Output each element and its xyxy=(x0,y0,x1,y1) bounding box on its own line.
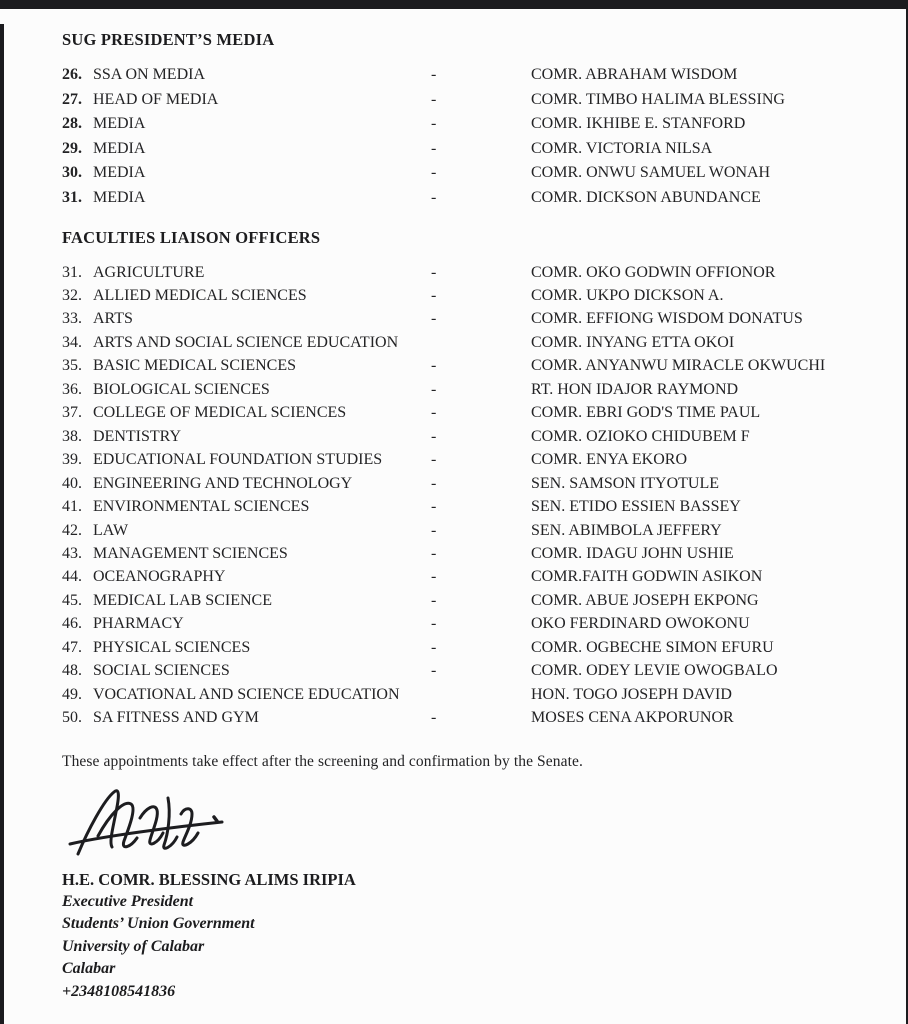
row-number: 50. xyxy=(62,709,82,727)
row-office-label: PHYSICAL SCIENCES xyxy=(93,638,251,656)
row-office xyxy=(62,186,429,211)
row-office-label: MANAGEMENT SCIENCES xyxy=(93,545,288,562)
row-office xyxy=(62,589,429,612)
row-officer-name: COMR. VICTORIA NILSA xyxy=(531,139,713,157)
row-number: 41. xyxy=(62,498,82,516)
signatory-city: Calabar xyxy=(62,960,116,978)
row-officer-name: SEN. ETIDO ESSIEN BASSEY xyxy=(531,498,741,516)
row-officer-name: RT. HON IDAJOR RAYMOND xyxy=(531,380,739,398)
row-number: 30. xyxy=(62,164,82,182)
appointment-row xyxy=(62,161,878,186)
effect-note: These appointments take effect after the screening and confirmation by the Senate. xyxy=(62,752,583,770)
appointment-row xyxy=(62,378,878,401)
row-office xyxy=(62,659,429,682)
row-office-label: HEAD OF MEDIA xyxy=(93,90,219,108)
row-office xyxy=(62,683,429,706)
row-office-label: MEDIA xyxy=(93,164,146,182)
row-office xyxy=(62,425,429,448)
row-dash: - xyxy=(431,66,437,83)
row-office-label: ENGINEERING AND TECHNOLOGY xyxy=(93,474,353,492)
row-dash: - xyxy=(431,139,437,157)
appointment-row xyxy=(62,331,878,354)
row-number: 31. xyxy=(62,263,82,281)
appointment-row xyxy=(62,261,878,284)
row-officer-name: COMR. ENYA EKORO xyxy=(531,451,688,469)
appointment-row xyxy=(62,495,878,518)
row-dash: - xyxy=(431,380,437,398)
appointment-row xyxy=(62,284,878,307)
row-dash: - xyxy=(431,263,437,281)
row-dash: - xyxy=(431,188,437,206)
row-number: 40. xyxy=(62,474,82,492)
row-office xyxy=(62,401,429,424)
row-officer-name: COMR. TIMBO HALIMA BLESSING xyxy=(531,90,785,108)
row-number: 37. xyxy=(62,404,82,422)
row-office xyxy=(62,519,429,542)
row-officer-name: SEN. ABIMBOLA JEFFERY xyxy=(531,521,722,539)
row-dash: - xyxy=(431,498,437,516)
row-office-label: DENTISTRY xyxy=(93,427,181,445)
row-dash: - xyxy=(431,709,437,727)
row-dash: - xyxy=(431,545,437,562)
row-office xyxy=(62,284,429,307)
appointment-row xyxy=(62,683,878,706)
row-dash: - xyxy=(431,451,437,469)
row-dash: - xyxy=(431,357,437,375)
appointment-row xyxy=(62,425,878,448)
row-office-label: VOCATIONAL AND SCIENCE EDUCATION xyxy=(93,685,400,703)
row-office-label: COLLEGE OF MEDICAL SCIENCES xyxy=(93,404,347,422)
row-office-label: ALLIED MEDICAL SCIENCES xyxy=(93,287,307,305)
appointment-row xyxy=(62,472,878,495)
section-title: SUG PRESIDENT’S MEDIA xyxy=(62,30,275,49)
row-officer-name: COMR. IKHIBE E. STANFORD xyxy=(531,115,746,133)
row-number: 34. xyxy=(62,333,82,351)
row-office xyxy=(62,307,429,330)
row-officer-name: COMR. ANYANWU MIRACLE OKWUCHI xyxy=(531,357,826,375)
row-officer-name: COMR. EBRI GOD'S TIME PAUL xyxy=(531,404,761,422)
appointment-row xyxy=(62,354,878,377)
row-office-label: PHARMACY xyxy=(93,615,184,633)
row-office xyxy=(62,472,429,495)
appointment-list xyxy=(62,261,878,730)
row-number: 29. xyxy=(62,139,82,157)
row-dash: - xyxy=(431,474,437,492)
row-officer-name: COMR. EFFIONG WISDOM DONATUS xyxy=(531,310,803,328)
row-dash: - xyxy=(431,404,437,422)
section-sug-presidents-media xyxy=(62,30,878,211)
row-office-label: SSA ON MEDIA xyxy=(93,66,206,83)
row-number: 42. xyxy=(62,521,82,539)
signatory-block xyxy=(62,869,878,1003)
appointment-row xyxy=(62,401,878,424)
row-officer-name: MOSES CENA AKPORUNOR xyxy=(531,709,734,727)
row-office-label: ENVIRONMENTAL SCIENCES xyxy=(93,498,310,516)
row-dash: - xyxy=(431,662,437,680)
appointment-row xyxy=(62,659,878,682)
row-office-label: MEDIA xyxy=(93,115,146,133)
appointment-row xyxy=(62,307,878,330)
row-officer-name: SEN. SAMSON ITYOTULE xyxy=(531,474,719,492)
appointment-row xyxy=(62,612,878,635)
appointment-row xyxy=(62,448,878,471)
row-office-label: AGRICULTURE xyxy=(93,263,205,281)
row-office-label: BIOLOGICAL SCIENCES xyxy=(93,380,270,398)
row-officer-name: COMR. INYANG ETTA OKOI xyxy=(531,333,735,351)
row-office xyxy=(62,495,429,518)
row-officer-name: OKO FERDINARD OWOKONU xyxy=(531,615,750,633)
row-dash: - xyxy=(431,591,437,609)
row-number: 27. xyxy=(62,90,82,108)
row-dash: - xyxy=(431,90,437,108)
row-officer-name: COMR. DICKSON ABUNDANCE xyxy=(531,188,761,206)
row-office-label: SOCIAL SCIENCES xyxy=(93,662,230,680)
appointment-row xyxy=(62,706,878,729)
row-number: 33. xyxy=(62,310,82,328)
row-dash: - xyxy=(431,287,437,305)
row-dash: - xyxy=(431,310,437,328)
row-office xyxy=(62,706,429,729)
row-office xyxy=(62,261,429,284)
row-number: 28. xyxy=(62,115,82,133)
row-dash: - xyxy=(431,615,437,633)
row-officer-name: COMR. ODEY LEVIE OWOGBALO xyxy=(531,662,778,680)
appointment-list xyxy=(62,63,878,211)
row-number: 31. xyxy=(62,188,82,206)
row-number: 48. xyxy=(62,662,82,680)
row-office xyxy=(62,112,429,137)
document-page xyxy=(0,9,908,1024)
row-office xyxy=(62,542,429,565)
row-officer-name: COMR. OKO GODWIN OFFIONOR xyxy=(531,263,776,281)
row-office xyxy=(62,448,429,471)
row-officer-name: COMR. UKPO DICKSON A. xyxy=(531,287,724,305)
row-office xyxy=(62,636,429,659)
row-office xyxy=(62,612,429,635)
row-office xyxy=(62,354,429,377)
row-officer-name: COMR. OZIOKO CHIDUBEM F xyxy=(531,427,750,445)
row-number: 26. xyxy=(62,66,82,83)
row-number: 43. xyxy=(62,545,82,562)
row-office-label: SA FITNESS AND GYM xyxy=(93,709,259,727)
row-officer-name: COMR. IDAGU JOHN USHIE xyxy=(531,545,734,562)
appointment-row xyxy=(62,542,878,565)
row-officer-name: COMR. ONWU SAMUEL WONAH xyxy=(531,164,771,182)
row-office-label: ARTS xyxy=(93,310,133,328)
appointment-row xyxy=(62,186,878,211)
row-dash: - xyxy=(431,164,437,182)
row-office-label: LAW xyxy=(93,521,129,539)
appointment-row xyxy=(62,88,878,113)
row-office-label: ARTS AND SOCIAL SCIENCE EDUCATION xyxy=(93,333,399,351)
row-dash: - xyxy=(431,568,437,586)
row-number: 35. xyxy=(62,357,82,375)
signatory-org: Students’ Union Government xyxy=(62,915,255,933)
row-office xyxy=(62,161,429,186)
row-number: 46. xyxy=(62,615,82,633)
row-office-label: OCEANOGRAPHY xyxy=(93,568,226,586)
row-number: 45. xyxy=(62,591,82,609)
appointment-row xyxy=(62,636,878,659)
row-office xyxy=(62,88,429,113)
row-office-label: EDUCATIONAL FOUNDATION STUDIES xyxy=(93,451,383,469)
row-office-label: MEDIA xyxy=(93,188,146,206)
signatory-title: Executive President xyxy=(62,893,194,911)
scan-top-edge xyxy=(0,0,908,9)
row-number: 36. xyxy=(62,380,82,398)
row-office xyxy=(62,137,429,162)
section-faculties-liaison-officers xyxy=(62,228,878,730)
appointment-row xyxy=(62,519,878,542)
row-number: 44. xyxy=(62,568,82,586)
section-title: FACULTIES LIAISON OFFICERS xyxy=(62,227,321,247)
row-office-label: BASIC MEDICAL SCIENCES xyxy=(93,357,296,375)
row-office-label: MEDICAL LAB SCIENCE xyxy=(93,591,272,609)
appointment-row xyxy=(62,565,878,588)
row-number: 39. xyxy=(62,451,82,469)
signature-image xyxy=(64,784,264,860)
row-number: 32. xyxy=(62,287,82,305)
row-officer-name: HON. TOGO JOSEPH DAVID xyxy=(531,685,732,703)
row-officer-name: COMR. ABRAHAM WISDOM xyxy=(531,66,738,83)
appointment-row xyxy=(62,589,878,612)
row-dash: - xyxy=(431,115,437,133)
row-office xyxy=(62,378,429,401)
appointment-row xyxy=(62,63,878,88)
row-office xyxy=(62,63,429,88)
signatory-institution: University of Calabar xyxy=(62,937,205,955)
row-office-label: MEDIA xyxy=(93,139,146,157)
appointment-row xyxy=(62,112,878,137)
row-officer-name: COMR.FAITH GODWIN ASIKON xyxy=(531,568,763,586)
signatory-phone: +2348108541836 xyxy=(62,982,176,1000)
row-dash: - xyxy=(431,521,437,539)
row-officer-name: COMR. ABUE JOSEPH EKPONG xyxy=(531,591,759,609)
row-office xyxy=(62,331,429,354)
row-officer-name: COMR. OGBECHE SIMON EFURU xyxy=(531,638,774,656)
appointment-row xyxy=(62,137,878,162)
row-number: 38. xyxy=(62,427,82,445)
row-number: 47. xyxy=(62,638,82,656)
row-dash: - xyxy=(431,638,437,656)
row-dash: - xyxy=(431,427,437,445)
row-number: 49. xyxy=(62,685,82,703)
signatory-name: H.E. COMR. BLESSING ALIMS IRIPIA xyxy=(62,869,356,889)
row-office xyxy=(62,565,429,588)
